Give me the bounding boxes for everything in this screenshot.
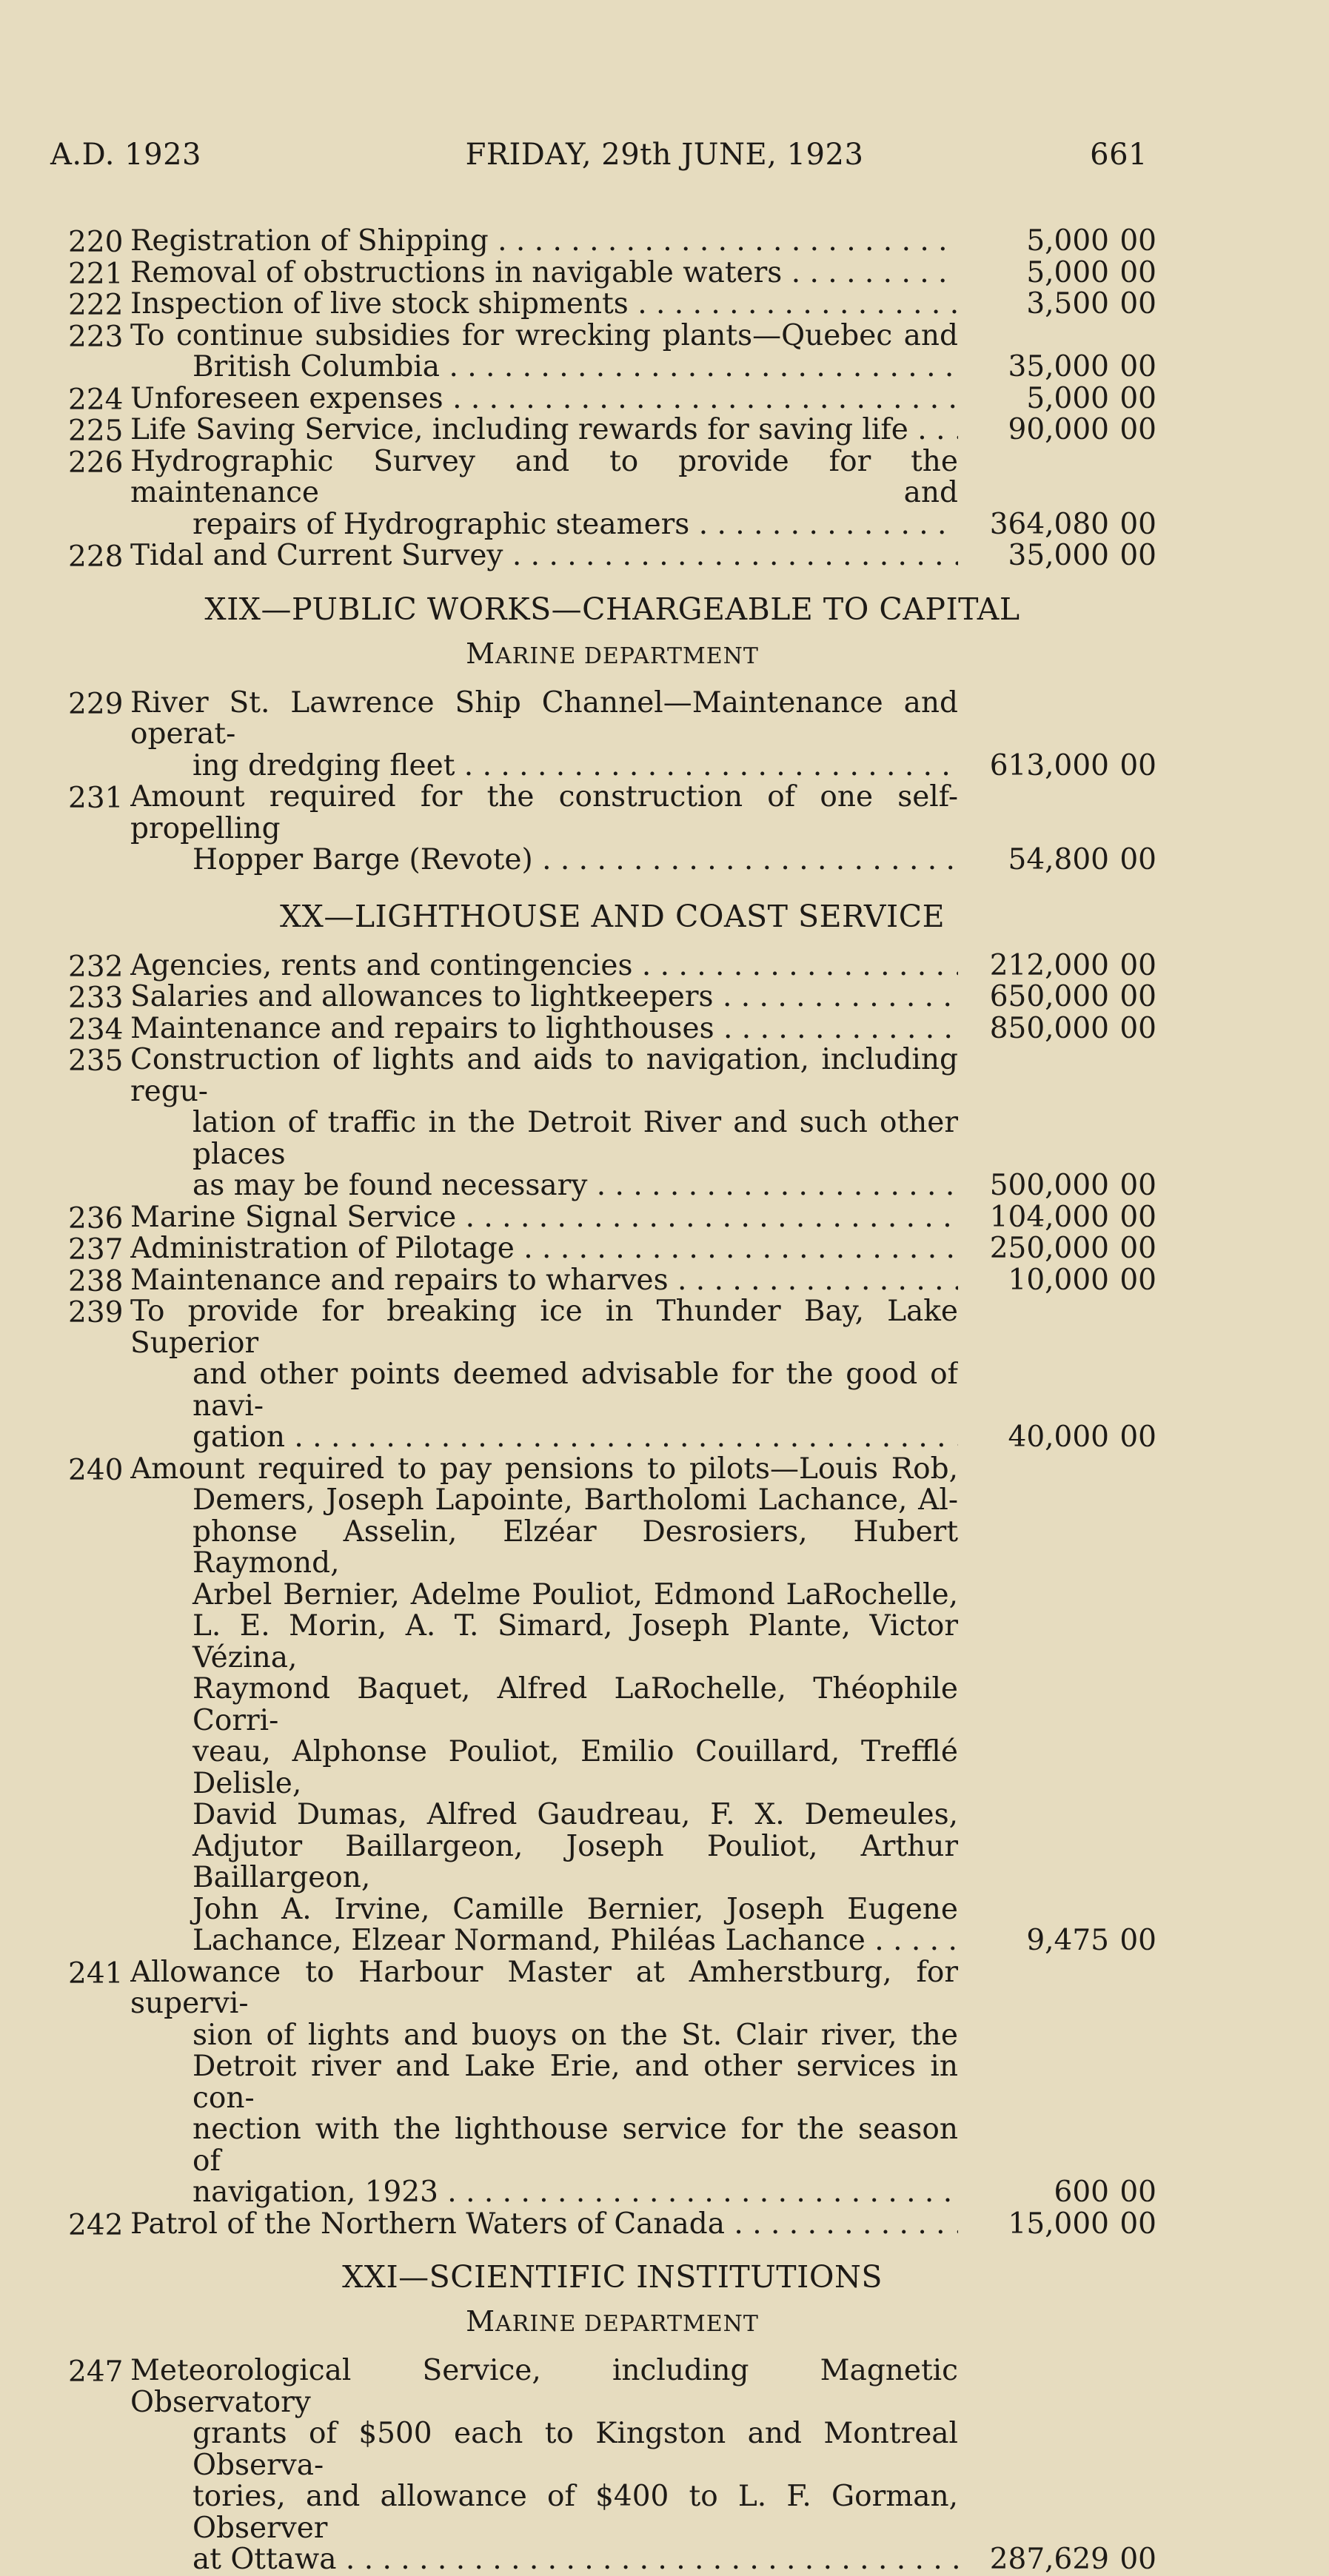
entry-description-line: grants of $500 each to Kingston and Montreal Observa- (193, 2418, 958, 2481)
entry-description-line: Salaries and allowances to lightkeepers . . . (130, 982, 958, 1013)
amount-dollars: 35,000 (1008, 350, 1109, 383)
entry-description-line: To provide for breaking ice in Thunder Bay, Lake Superior (130, 1296, 958, 1359)
estimate-entry (68, 446, 1156, 541)
entry-description-line: as may be found necessary . . . (130, 1170, 958, 1202)
entry-description-line: Lachance, Elzear Normand, Philéas Lachance . . . (130, 1925, 958, 1957)
entry-amount (964, 540, 1156, 572)
entry-amount (964, 1422, 1156, 1454)
entry-description (130, 258, 958, 289)
entry-amount (964, 1233, 1156, 1265)
entry-amount (964, 2209, 1156, 2241)
amount-cents: 00 (1119, 980, 1156, 1013)
entry-description-line: gation . . . (130, 1422, 958, 1454)
entry-description-line: Amount required to pay pensions to pilots—Louis Rob, (130, 1453, 958, 1485)
entry-description-line: Life Saving Service, including rewards for saving life . . . (130, 415, 958, 446)
amount-dollars: 287,629 (989, 2543, 1109, 2576)
entry-number: 225 (68, 415, 124, 448)
entry-description-line: John A. Irvine, Camille Bernier, Joseph Eugene (193, 1894, 958, 1925)
amount-cents: 00 (1119, 1924, 1156, 1957)
entry-amount (964, 1170, 1156, 1202)
entry-description-line: phonse Asselin, Elzéar Desrosiers, Hubert Raymond, (193, 1516, 958, 1580)
amount-dollars: 35,000 (1008, 539, 1109, 572)
estimates-list (68, 226, 1156, 2576)
amount-dollars: 54,800 (1008, 843, 1109, 876)
estimate-entry (68, 1202, 1156, 1234)
entry-description (130, 1265, 958, 1297)
entry-description-line: Arbel Bernier, Adelme Pouliot, Edmond LaRochelle, (193, 1579, 958, 1611)
amount-cents: 00 (1119, 1011, 1156, 1045)
entry-amount (964, 383, 1156, 415)
amount-cents: 00 (1119, 843, 1156, 876)
amount-dollars: 90,000 (1008, 413, 1109, 446)
entry-amount (964, 509, 1156, 541)
entry-description-line: Allowance to Harbour Master at Amherstburg, for supervi- (130, 1956, 958, 2020)
section-xxi-subtitle-initial: M (466, 2305, 496, 2338)
estimate-entry (68, 226, 1156, 258)
amount-cents: 00 (1119, 224, 1156, 258)
amount-dollars: 5,000 (1026, 224, 1109, 258)
entry-description (130, 1233, 958, 1265)
entry-amount (964, 415, 1156, 446)
header-date: FRIDAY, 29th JUNE, 1923 (465, 138, 864, 172)
estimate-entry (68, 1265, 1156, 1297)
amount-dollars: 364,080 (989, 507, 1109, 541)
section-xx-entries (68, 950, 1156, 2241)
entry-description-line: veau, Alphonse Pouliot, Emilio Couillard, Trefflé Delisle, (193, 1737, 958, 1799)
amount-cents: 00 (1119, 1200, 1156, 1234)
entry-description-line: nection with the lighthouse service for the season of (193, 2114, 958, 2177)
amount-cents: 00 (1119, 381, 1156, 415)
entry-description-line: L. E. Morin, A. T. Simard, Joseph Plante, Victor Vézina, (193, 1611, 958, 1674)
entry-description-line: and other points deemed advisable for the good of navi- (193, 1359, 958, 1422)
entry-description (130, 1013, 958, 1045)
entry-description (130, 289, 958, 321)
estimate-entry (68, 321, 1156, 383)
amount-cents: 00 (1119, 2207, 1156, 2241)
entry-amount (964, 289, 1156, 321)
estimate-entry (68, 1013, 1156, 1045)
entry-amount (964, 1925, 1156, 1957)
entry-description-line: Administration of Pilotage . . . (130, 1233, 958, 1265)
entry-description-line: lation of traffic in the Detroit River and such other places (193, 1107, 958, 1170)
entry-description-line: Meteorological Service, including Magnetic Observatory (130, 2355, 958, 2418)
entry-number: 238 (68, 1264, 124, 1298)
entry-description-line: To continue subsidies for wrecking plants—Quebec and (130, 320, 958, 352)
entry-description-line: Maintenance and repairs to wharves . . . (130, 1265, 958, 1297)
amount-dollars: 9,475 (1026, 1924, 1109, 1957)
section-xxi-title: XXI—SCIENTIFIC INSTITUTIONS (342, 2259, 883, 2295)
amount-dollars: 10,000 (1008, 1263, 1109, 1297)
header-year: A.D. 1923 (50, 138, 201, 172)
entry-amount (964, 1265, 1156, 1297)
entry-amount (964, 982, 1156, 1013)
section-xix-entries (68, 688, 1156, 876)
entry-description-line: tories, and allowance of $400 to L. F. Gorman, Observer (193, 2481, 958, 2544)
entry-description-line: navigation, 1923 . . . (130, 2177, 958, 2209)
entry-description-line: Unforeseen expenses . . . (130, 383, 958, 415)
amount-dollars: 850,000 (989, 1011, 1109, 1045)
amount-cents: 00 (1119, 287, 1156, 321)
estimate-entry (68, 1454, 1156, 1957)
entry-description-line: at Ottawa . . . (130, 2544, 958, 2576)
entry-number: 234 (68, 1013, 124, 1047)
entry-description (130, 1296, 958, 1454)
header-page-number: 661 (1090, 138, 1148, 172)
entry-description (130, 1454, 958, 1957)
amount-dollars: 5,000 (1026, 381, 1109, 415)
amount-cents: 00 (1119, 350, 1156, 383)
entry-number: 237 (68, 1233, 124, 1267)
entry-description (130, 2209, 958, 2241)
amount-dollars: 250,000 (989, 1232, 1109, 1265)
amount-cents: 00 (1119, 2543, 1156, 2576)
amount-dollars: 3,500 (1026, 287, 1109, 321)
entry-description (130, 688, 958, 782)
entry-description-line: Amount required for the construction of one self-propelling (130, 782, 958, 845)
entry-number: 229 (68, 687, 124, 721)
entry-description-line: Tidal and Current Survey . . . (130, 540, 958, 572)
entry-description-line: ing dredging fleet . . . (130, 751, 958, 782)
entry-description-line: River St. Lawrence Ship Channel—Maintenance and operat- (130, 687, 958, 751)
section-xxi-entries (68, 2355, 1156, 2576)
entry-amount (964, 1202, 1156, 1234)
entry-amount (964, 1013, 1156, 1045)
section-xix-subtitle-initial: M (466, 637, 496, 670)
entry-description-line: British Columbia . . . (130, 352, 958, 383)
entry-amount (964, 352, 1156, 383)
entry-description-line: repairs of Hydrographic steamers . . . (130, 509, 958, 541)
entry-amount (964, 2177, 1156, 2209)
entry-description (130, 1044, 958, 1202)
entry-number: 220 (68, 226, 124, 259)
entry-description (130, 226, 958, 258)
entry-number: 224 (68, 383, 124, 417)
entry-number: 240 (68, 1453, 124, 1487)
amount-dollars: 613,000 (989, 748, 1109, 782)
entry-description-line: Patrol of the Northern Waters of Canada . . . (130, 2209, 958, 2241)
entry-number: 223 (68, 320, 124, 354)
entry-description-line: Detroit river and Lake Erie, and other services in con- (193, 2051, 958, 2114)
entry-amount (964, 950, 1156, 982)
estimate-entry (68, 1233, 1156, 1265)
estimate-entry (68, 289, 1156, 321)
section-xxi-subtitle (68, 2305, 1156, 2338)
amount-cents: 00 (1119, 1263, 1156, 1297)
entry-description (130, 2355, 958, 2576)
entry-description-line: Construction of lights and aids to navigation, including regu- (130, 1044, 958, 1107)
entry-description (130, 1957, 958, 2209)
entry-number: 241 (68, 1956, 124, 1990)
section-xx-title: XX—LIGHTHOUSE AND COAST SERVICE (279, 898, 945, 934)
entry-number: 232 (68, 950, 124, 984)
entry-description (130, 383, 958, 415)
amount-dollars: 15,000 (1008, 2207, 1109, 2241)
amount-dollars: 500,000 (989, 1169, 1109, 1202)
amount-dollars: 650,000 (989, 980, 1109, 1013)
entry-number: 247 (68, 2355, 124, 2389)
estimate-entry (68, 2209, 1156, 2241)
entry-description-line: Adjutor Baillargeon, Joseph Pouliot, Arthur Baillargeon, (193, 1831, 958, 1894)
entry-description-line: Registration of Shipping . . . (130, 226, 958, 258)
section-xxi-subtitle-rest: ARINE DEPARTMENT (495, 2311, 759, 2337)
amount-cents: 00 (1119, 507, 1156, 541)
entry-number: 233 (68, 982, 124, 1015)
section-xix-title: XIX—PUBLIC WORKS—CHARGEABLE TO CAPITAL (204, 591, 1020, 627)
section-xix-subtitle-rest: ARINE DEPARTMENT (495, 643, 759, 669)
estimate-entry (68, 540, 1156, 572)
entry-amount (964, 226, 1156, 258)
amount-dollars: 40,000 (1008, 1421, 1109, 1454)
estimate-entry (68, 1296, 1156, 1454)
estimate-entry (68, 688, 1156, 782)
amount-dollars: 104,000 (989, 1200, 1109, 1234)
estimate-entry (68, 1957, 1156, 2209)
section-xix-subtitle (68, 637, 1156, 670)
entry-description (130, 415, 958, 446)
amount-cents: 00 (1119, 413, 1156, 446)
entry-description-line: Maintenance and repairs to lighthouses . . . (130, 1013, 958, 1045)
entry-description-line: Agencies, rents and contingencies . . . (130, 950, 958, 982)
entry-number: 236 (68, 1201, 124, 1235)
entry-number: 222 (68, 289, 124, 322)
estimate-entry (68, 2355, 1156, 2576)
amount-dollars: 600 (1054, 2176, 1109, 2209)
entry-description-line: Inspection of live stock shipments . . . (130, 289, 958, 321)
entry-description (130, 540, 958, 572)
amount-cents: 00 (1119, 539, 1156, 572)
entry-number: 239 (68, 1296, 124, 1329)
entry-amount (964, 255, 1156, 289)
estimate-entry (68, 782, 1156, 876)
entry-description-line: Raymond Baquet, Alfred LaRochelle, Théophile Corri- (193, 1674, 958, 1737)
entry-description-line: Hydrographic Survey and to provide for the maintenance and (130, 446, 958, 509)
entry-number: 221 (68, 257, 124, 291)
entry-description (130, 782, 958, 876)
estimate-entry (68, 1044, 1156, 1202)
entry-description-line: David Dumas, Alfred Gaudreau, F. X. Demeules, (193, 1799, 958, 1831)
entry-description (130, 950, 958, 982)
entry-description-line: Hopper Barge (Revote) . . . (130, 845, 958, 876)
amount-cents: 00 (1119, 1169, 1156, 1202)
amount-cents: 00 (1119, 2176, 1156, 2209)
entries-marine-continued (68, 226, 1156, 572)
entry-description-line: Demers, Joseph Lapointe, Bartholomi Lachance, Al- (193, 1485, 958, 1517)
estimate-entry (68, 415, 1156, 446)
entry-description (130, 982, 958, 1013)
amount-cents: 00 (1119, 1232, 1156, 1265)
estimate-entry (68, 383, 1156, 415)
entry-description-line: Marine Signal Service . . . (130, 1202, 958, 1234)
amount-cents: 00 (1119, 1421, 1156, 1454)
amount-dollars: 5,000 (1026, 255, 1109, 289)
entry-number: 242 (68, 2208, 124, 2242)
entry-description-line: sion of lights and buoys on the St. Clair river, the (193, 2019, 958, 2051)
amount-cents: 00 (1119, 255, 1156, 289)
estimate-entry (68, 950, 1156, 982)
entry-number: 235 (68, 1044, 124, 1078)
estimate-entry (68, 982, 1156, 1013)
entry-amount (964, 845, 1156, 876)
entry-description (130, 446, 958, 541)
amount-cents: 00 (1119, 748, 1156, 782)
entry-amount (964, 748, 1156, 782)
entry-description (130, 321, 958, 383)
entry-number: 228 (68, 540, 124, 574)
estimate-entry (68, 255, 1156, 291)
entry-number: 231 (68, 782, 124, 815)
entry-amount (964, 2544, 1156, 2576)
amount-cents: 00 (1119, 948, 1156, 982)
entry-number: 226 (68, 446, 124, 480)
entry-description (130, 1202, 958, 1234)
entry-description-line: Removal of obstructions in navigable waters . . . (130, 258, 958, 289)
amount-dollars: 212,000 (989, 948, 1109, 982)
